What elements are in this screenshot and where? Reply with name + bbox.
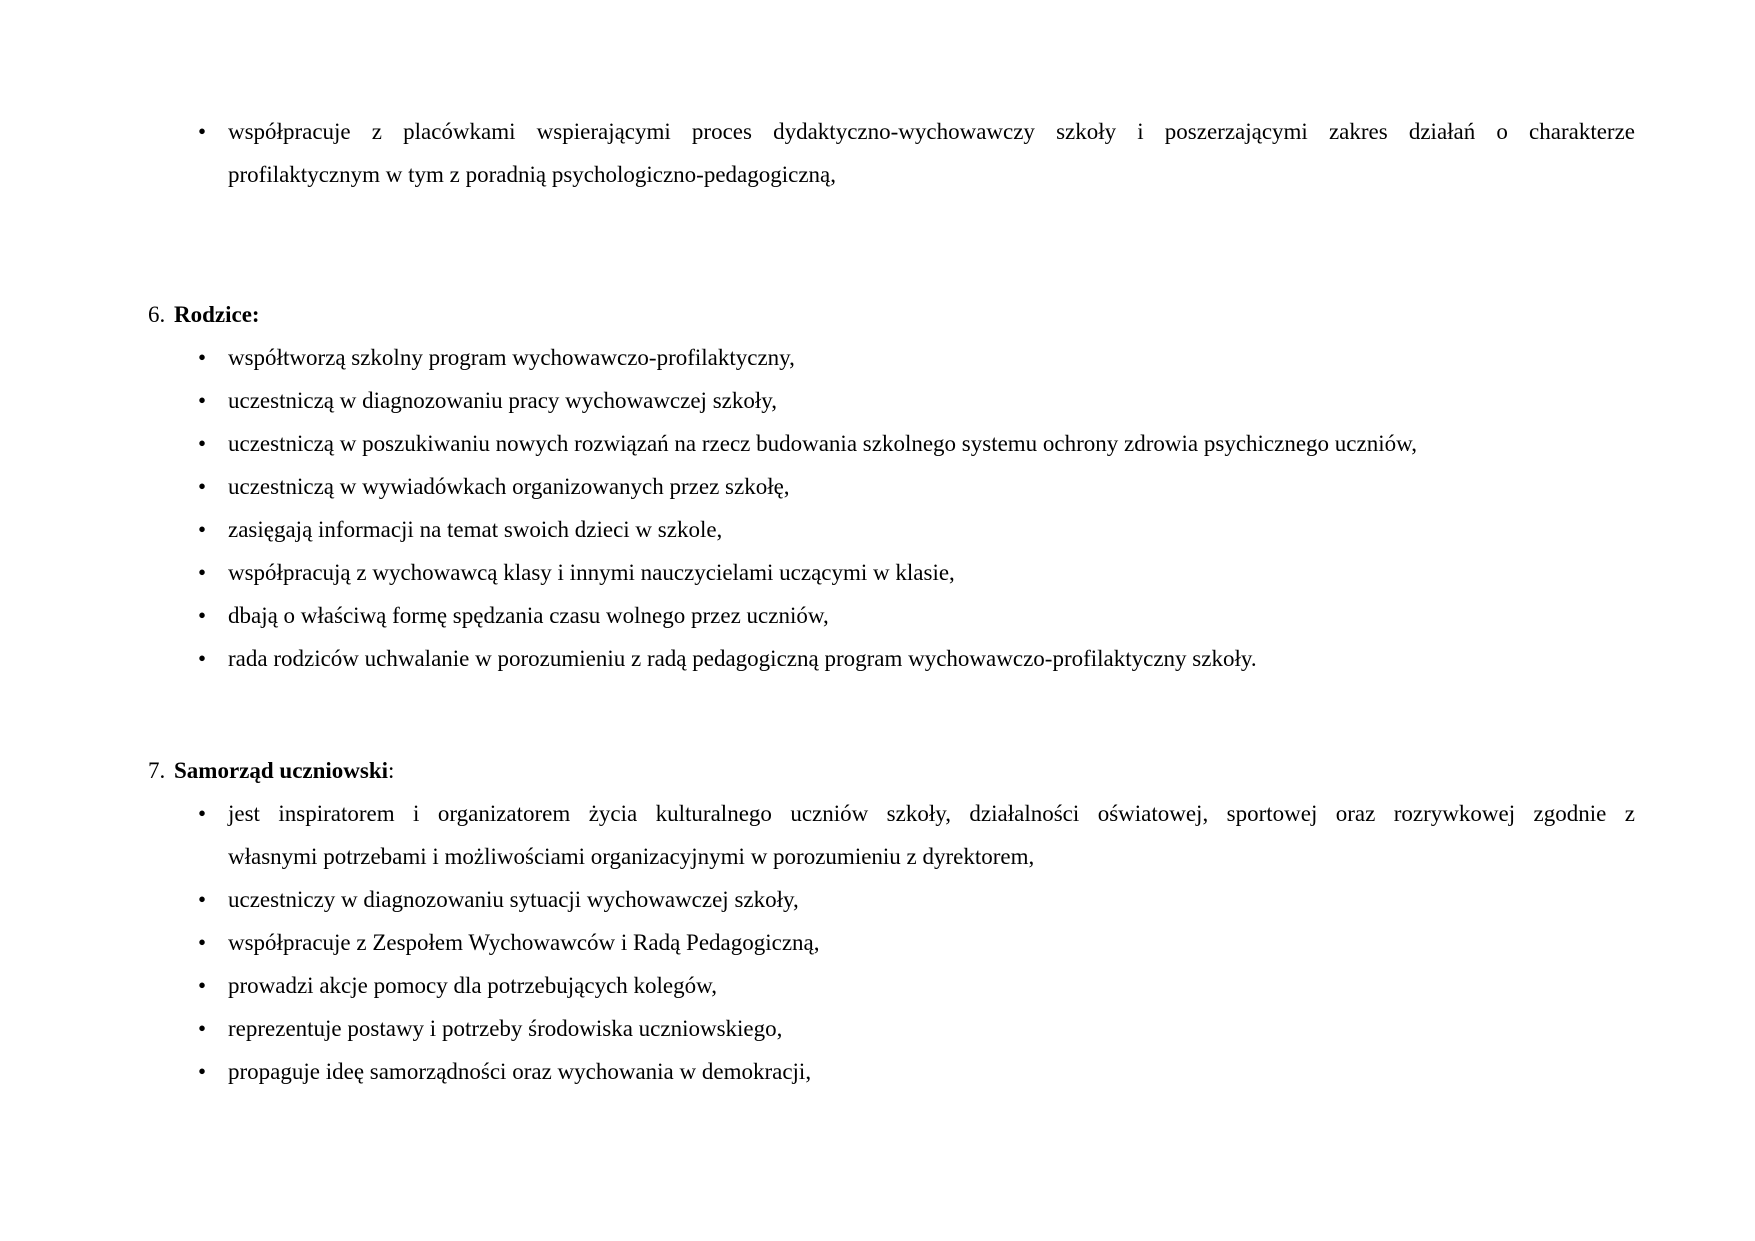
samorzad-list [148, 792, 1635, 1093]
bullet-text-line: współpracuje z placówkami wspierającymi proces dydaktyczno-wychowawczy szkoły i poszerzającymi zakres działań o charakterze [228, 119, 1635, 144]
bullet-text: zasięgają informacji na temat swoich dzieci w szkole, [228, 517, 723, 542]
list-item [148, 594, 1635, 637]
bullet-text: współpracuje z Zespołem Wychowawców i Radą Pedagogiczną, [228, 930, 820, 955]
bullet-icon: • [198, 431, 207, 456]
bullet-text: uczestniczą w poszukiwaniu nowych rozwiązań na rzecz budowania szkolnego systemu ochrony zdrowia psychicznego uczniów, [228, 431, 1417, 456]
bullet-icon: • [198, 646, 207, 671]
bullet-icon: • [198, 388, 207, 413]
bullet-text: propaguje ideę samorządności oraz wychowania w demokracji, [228, 1059, 812, 1084]
list-item [148, 637, 1635, 680]
bullet-icon: • [198, 973, 207, 998]
bullet-text-line: własnymi potrzebami i możliwościami organizacyjnymi w porozumieniu z dyrektorem, [228, 844, 1035, 869]
bullet-text: uczestniczą w diagnozowaniu pracy wychowawczej szkoły, [228, 388, 778, 413]
list-item [148, 379, 1635, 422]
bullet-text: współtworzą szkolny program wychowawczo-profilaktyczny, [228, 345, 795, 370]
bullet-icon: • [198, 345, 207, 370]
list-item [148, 964, 1635, 1007]
bullet-icon: • [198, 517, 207, 542]
bullet-text: rada rodziców uchwalanie w porozumieniu z radą pedagogiczną program wychowawczo-profilaktyczny szkoły. [228, 646, 1257, 671]
bullet-icon: • [198, 474, 207, 499]
section-number: 6. [148, 302, 166, 327]
list-item [148, 336, 1635, 379]
list-item [148, 878, 1635, 921]
bullet-text: reprezentuje postawy i potrzeby środowiska uczniowskiego, [228, 1016, 783, 1041]
section-heading-samorzad [148, 749, 1635, 792]
bullet-icon: • [198, 603, 207, 628]
section-number: 7. [148, 758, 166, 783]
bullet-icon: • [198, 930, 207, 955]
bullet-icon: • [198, 887, 207, 912]
section-title-suffix: : [388, 758, 395, 783]
list-item [148, 551, 1635, 594]
bullet-text: współpracują z wychowawcą klasy i innymi nauczycielami uczącymi w klasie, [228, 560, 955, 585]
bullet-text: dbają o właściwą formę spędzania czasu wolnego przez uczniów, [228, 603, 829, 628]
rodzice-list [148, 336, 1635, 680]
bullet-text: uczestniczy w diagnozowaniu sytuacji wychowawczej szkoły, [228, 887, 799, 912]
bullet-icon: • [198, 119, 207, 144]
list-item [148, 921, 1635, 964]
section-title: Samorząd uczniowski [174, 758, 389, 783]
list-item [148, 792, 1635, 878]
bullet-icon: • [198, 1059, 207, 1084]
section-heading-rodzice [148, 293, 1635, 336]
bullet-text [228, 792, 1635, 878]
list-item [148, 422, 1635, 465]
bullet-icon: • [198, 801, 207, 826]
section-title: Rodzice: [174, 302, 260, 327]
bullet-text: prowadzi akcje pomocy dla potrzebujących kolegów, [228, 973, 717, 998]
bullet-icon: • [198, 560, 207, 585]
list-item [148, 465, 1635, 508]
bullet-text [228, 110, 1635, 196]
list-item [148, 508, 1635, 551]
list-item [148, 110, 1635, 196]
bullet-text-line: jest inspiratorem i organizatorem życia kulturalnego uczniów szkoły, działalności oświatowej, sportowej oraz rozrywkowej zgodnie z [228, 801, 1635, 826]
bullet-text: uczestniczą w wywiadówkach organizowanych przez szkołę, [228, 474, 790, 499]
bullet-text-line: profilaktycznym w tym z poradnią psychologiczno-pedagogiczną, [228, 162, 837, 187]
list-item [148, 1007, 1635, 1050]
list-item [148, 1050, 1635, 1093]
bullet-icon: • [198, 1016, 207, 1041]
